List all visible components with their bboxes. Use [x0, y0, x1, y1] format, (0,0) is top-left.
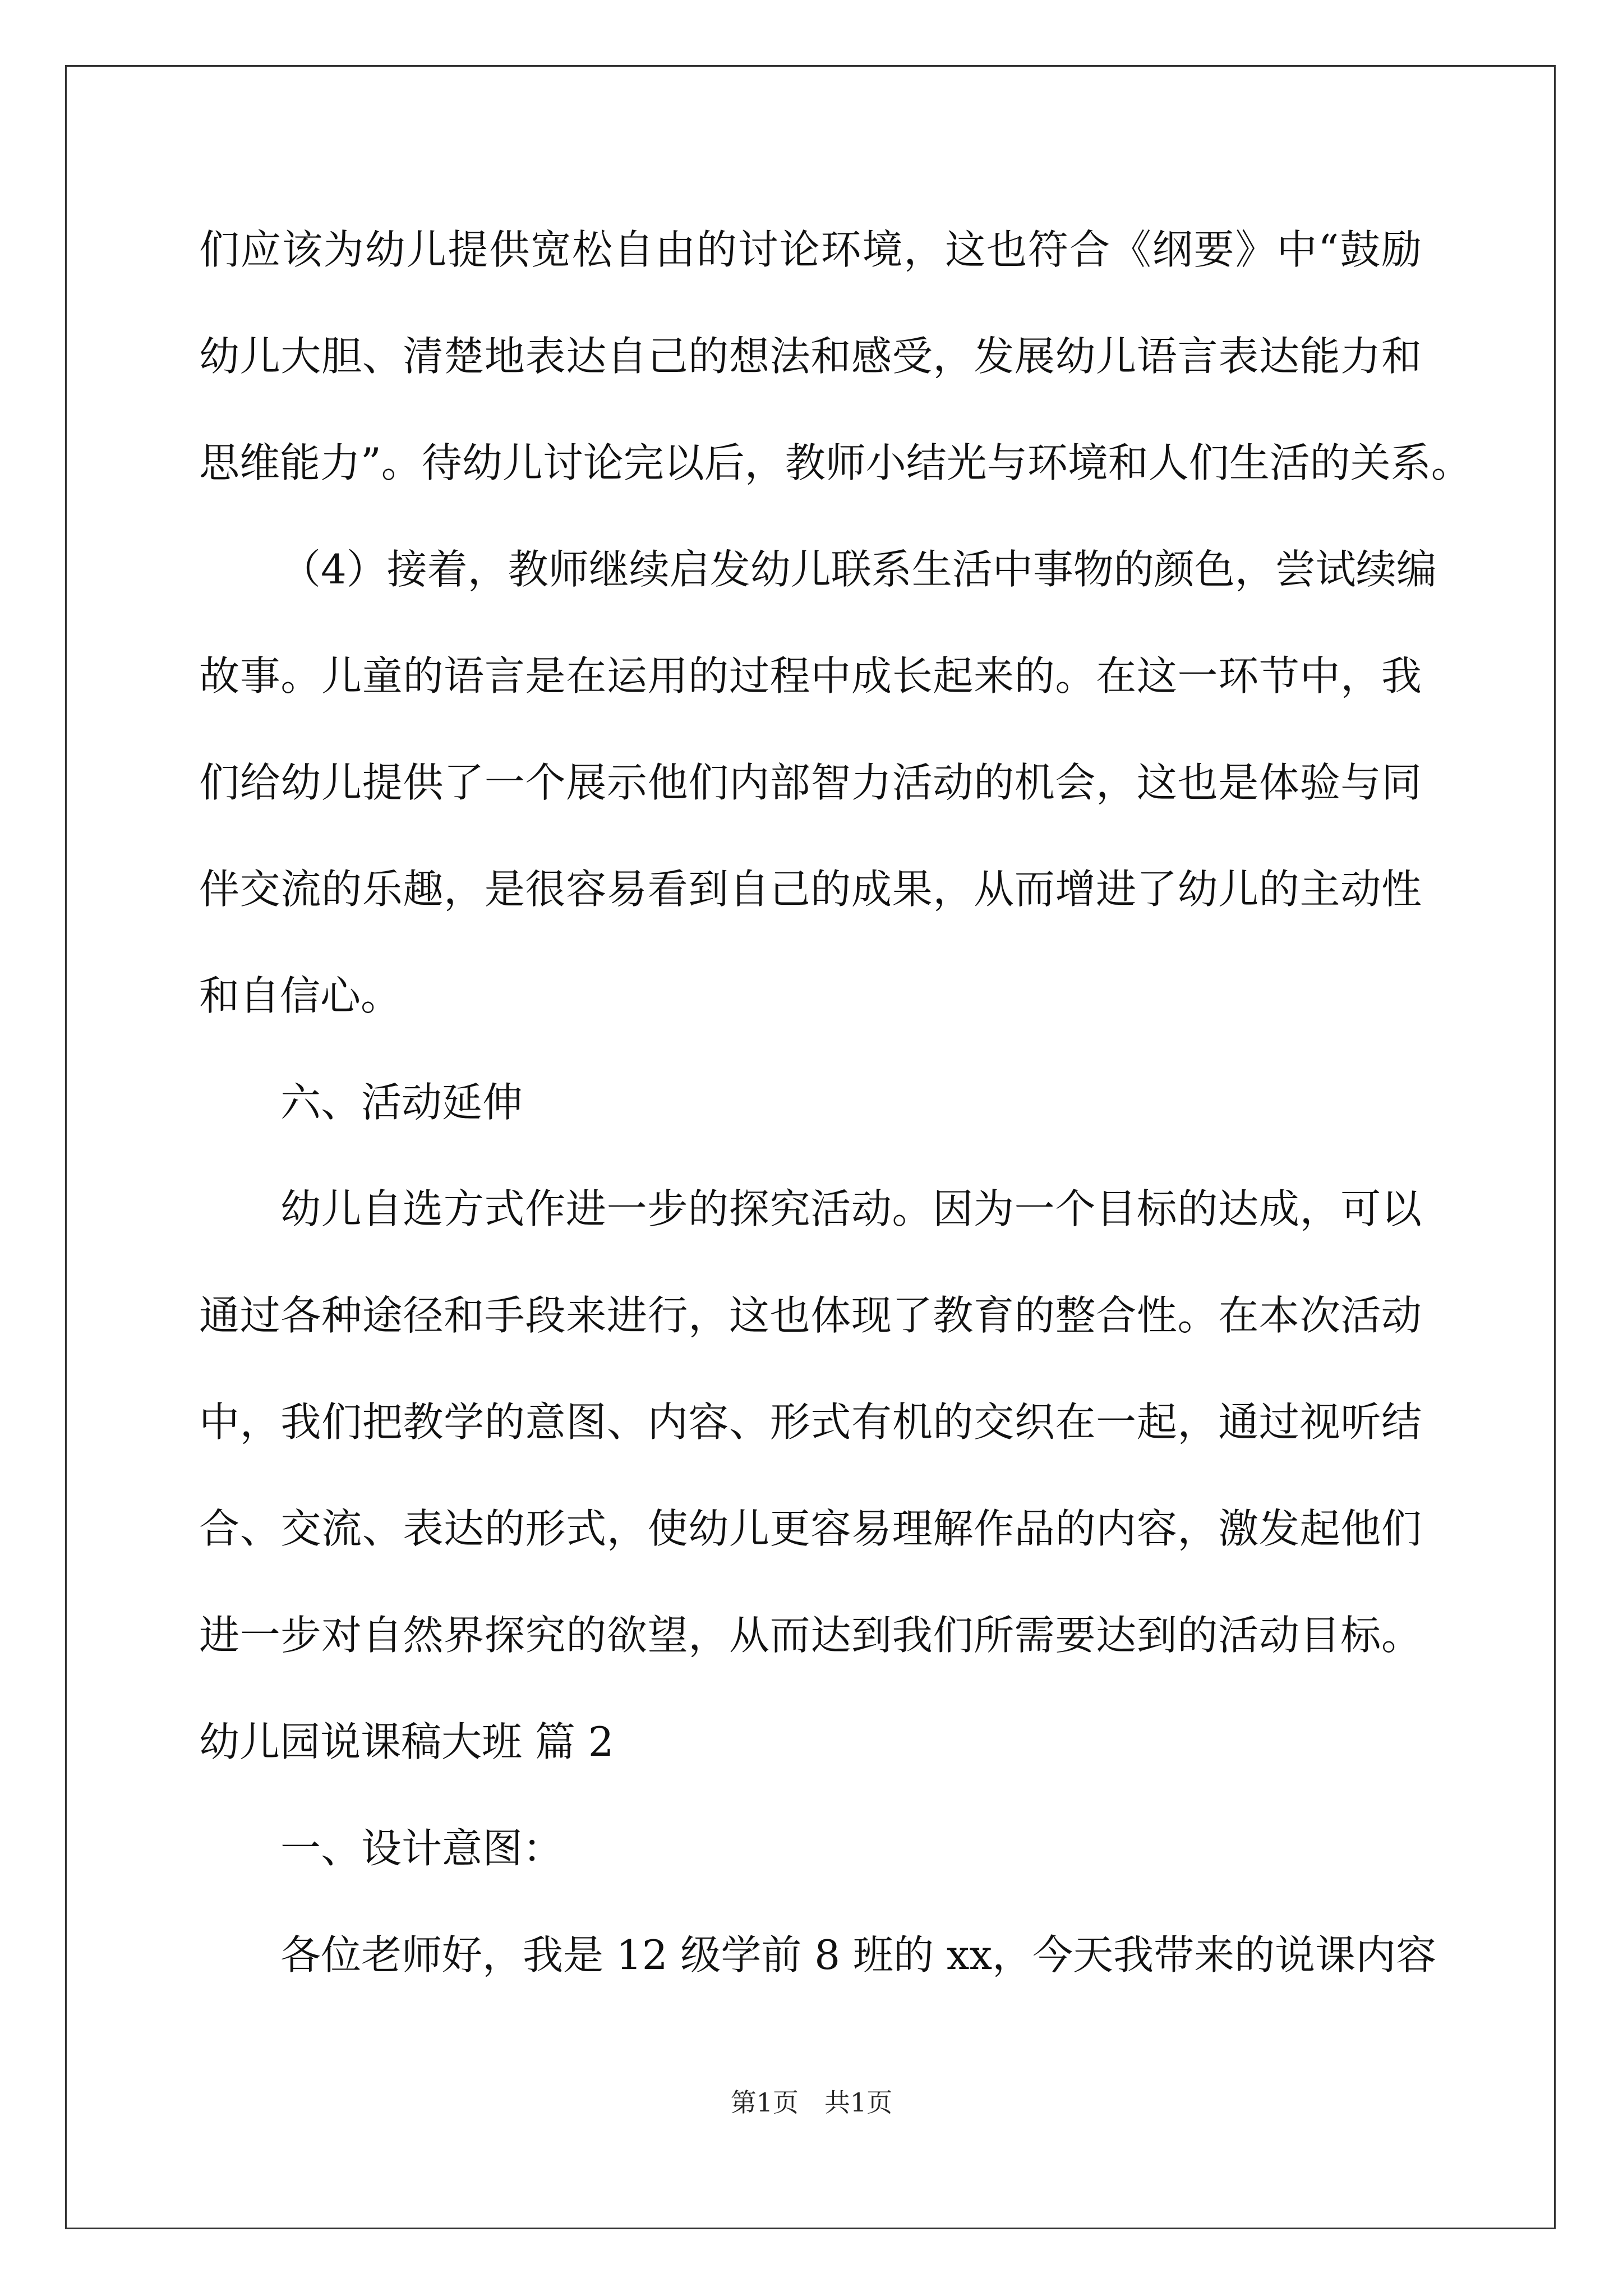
- text-line: 合、交流、表达的形式，使幼儿更容易理解作品的内容，激发起他们: [199, 1505, 1422, 1552]
- paragraph-start-line: 各位老师好，我是 12 级学前 8 班的 xx，今天我带来的说课内容: [280, 1931, 1437, 1978]
- article-title: 幼儿园说课稿大班 篇 2: [199, 1718, 614, 1765]
- text-line: 中，我们把教学的意图、内容、形式有机的交织在一起，通过视听结: [199, 1398, 1422, 1446]
- text-line: 幼儿大胆、清楚地表达自己的想法和感受，发展幼儿语言表达能力和: [199, 333, 1422, 380]
- paragraph-start-line: （4）接着，教师继续启发幼儿联系生活中事物的颜色，尝试续编: [280, 546, 1437, 593]
- text-line: 们应该为幼儿提供宽松自由的讨论环境，这也符合《纲要》中“鼓励: [199, 226, 1422, 273]
- section-heading: 一、设计意图：: [280, 1825, 564, 1872]
- text-line: 们给幼儿提供了一个展示他们内部智力活动的机会，这也是体验与同: [199, 759, 1422, 806]
- text-line: 和自信心。: [199, 972, 402, 1019]
- paragraph-start-line: 幼儿自选方式作进一步的探究活动。因为一个目标的达成，可以: [280, 1185, 1422, 1232]
- text-line: 故事。儿童的语言是在运用的过程中成长起来的。在这一环节中，我: [199, 652, 1422, 700]
- page-footer: 第1页 共1页: [730, 2087, 893, 2118]
- section-heading: 六、活动延伸: [280, 1079, 523, 1126]
- text-line: 伴交流的乐趣，是很容易看到自己的成果，从而增进了幼儿的主动性: [199, 866, 1422, 913]
- text-line: 进一步对自然界探究的欲望，从而达到我们所需要达到的活动目标。: [199, 1612, 1422, 1659]
- text-line: 通过各种途径和手段来进行，这也体现了教育的整合性。在本次活动: [199, 1292, 1422, 1339]
- document-body: [199, 196, 1472, 2008]
- text-line: 思维能力”。待幼儿讨论完以后，教师小结光与环境和人们生活的关系。: [199, 439, 1472, 486]
